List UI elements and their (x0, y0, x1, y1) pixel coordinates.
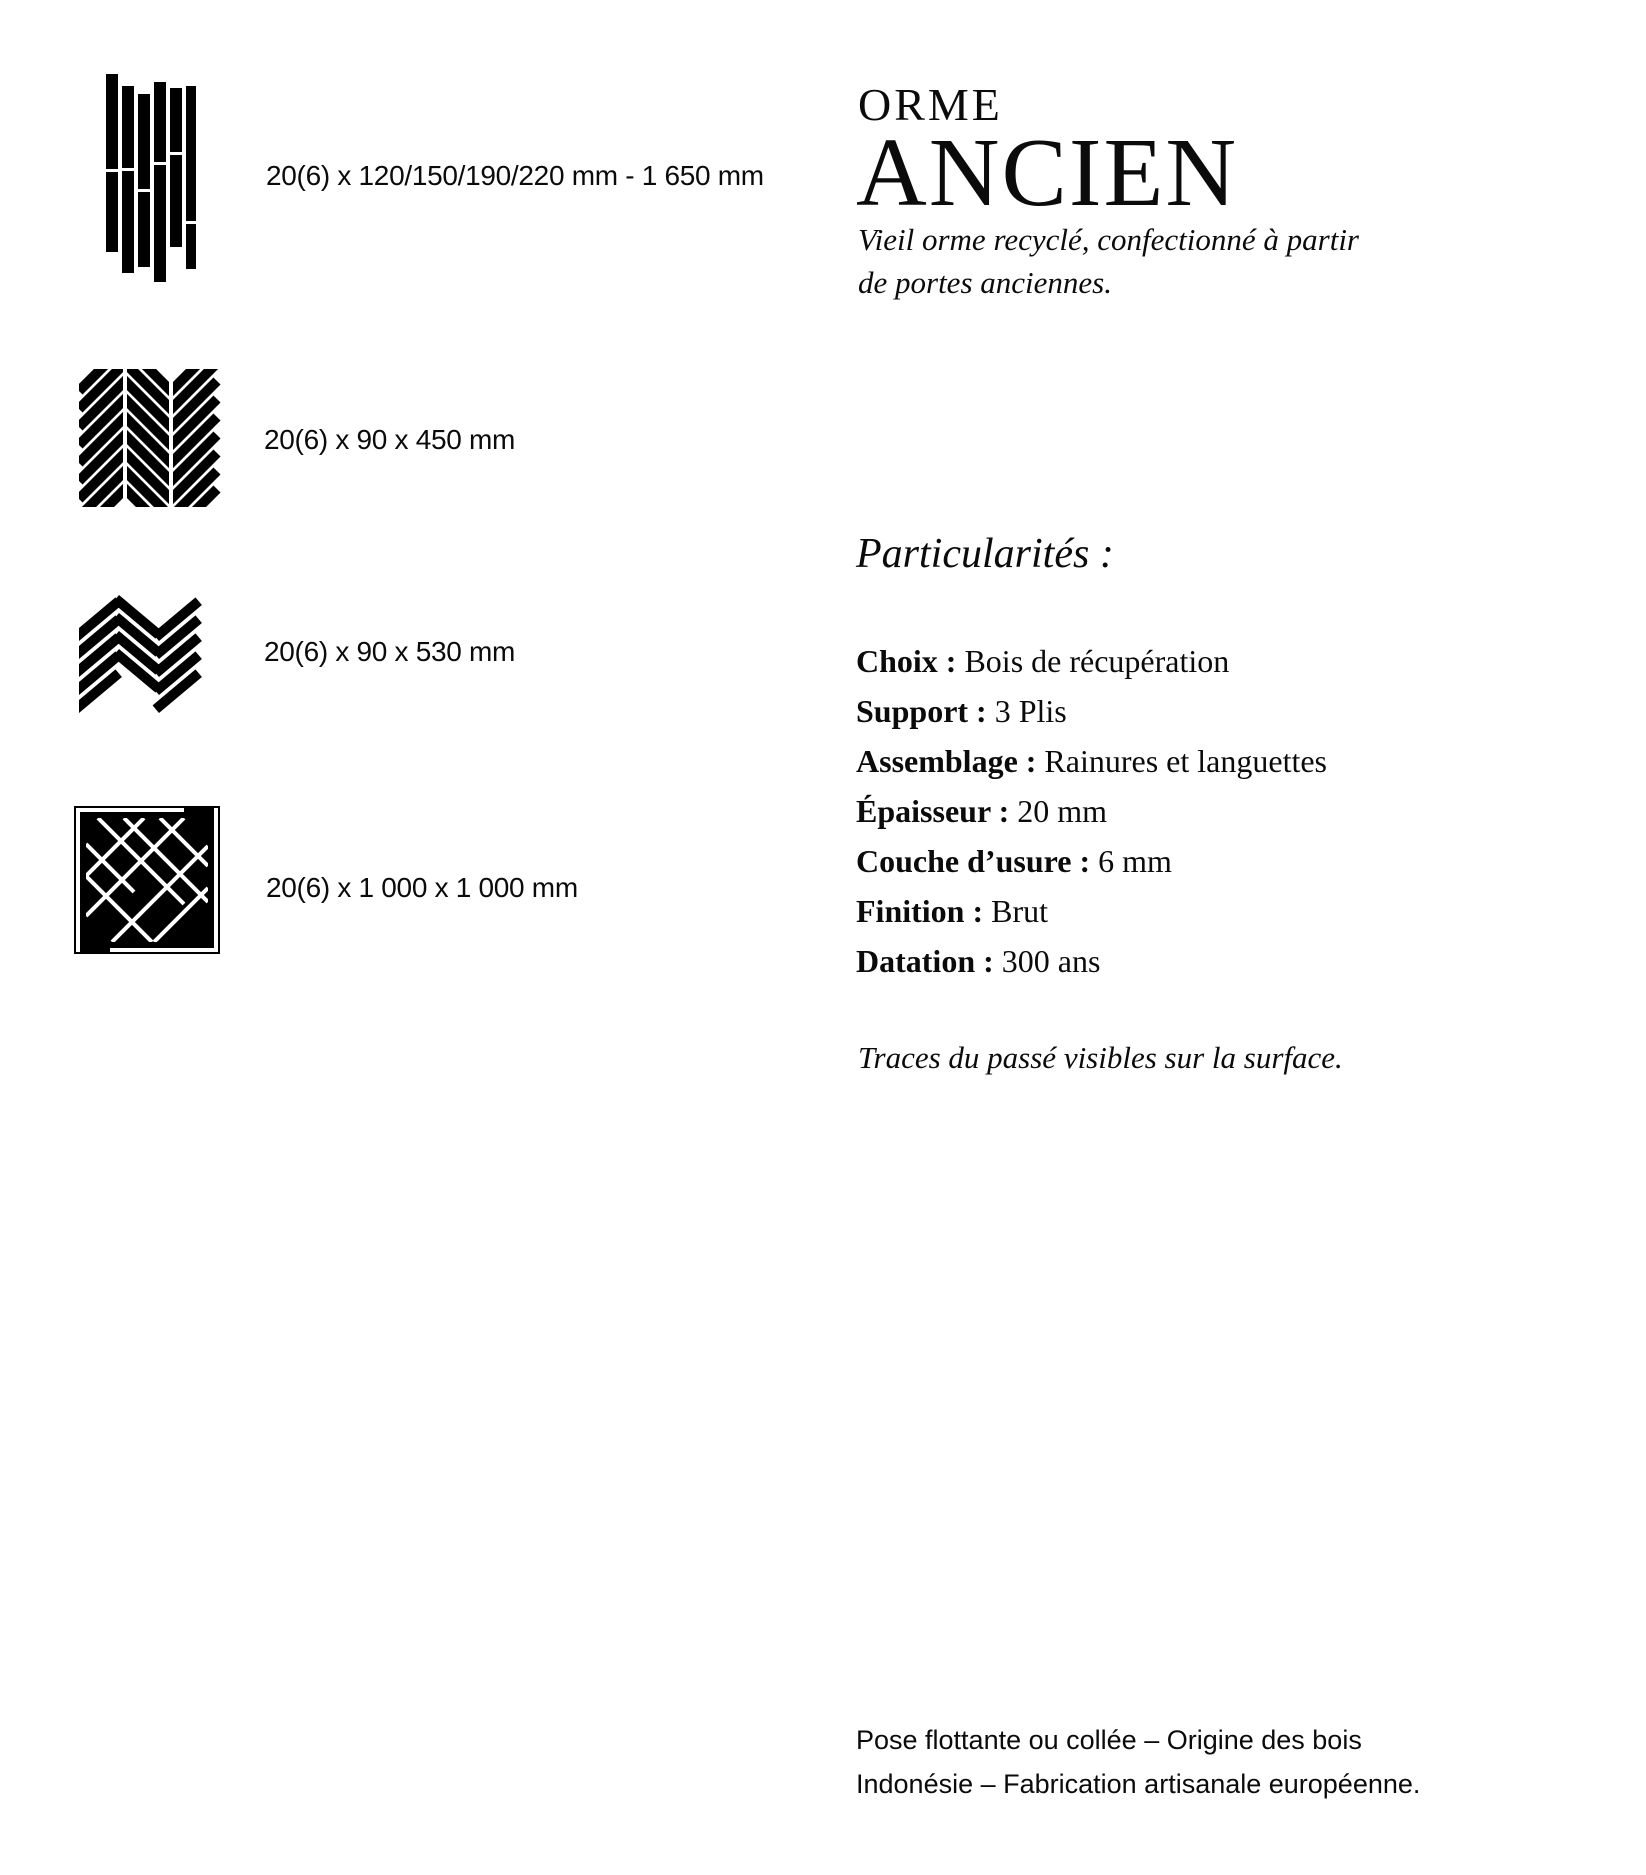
spec-couche-usure (856, 836, 1327, 886)
product-subtitle-line-2: de portes anciennes. (858, 265, 1112, 300)
versailles-panel-pattern-icon (74, 806, 220, 954)
chevron-format-dimensions: 20(6) x 90 x 450 mm (264, 424, 516, 455)
spec-label: Support : (856, 693, 987, 729)
point-de-hongrie-pattern-icon (79, 369, 221, 507)
surface-note: Traces du passé visibles sur la surface. (858, 1040, 1343, 1075)
spec-label: Choix : (856, 643, 957, 679)
features-heading: Particularités : (856, 531, 1114, 577)
herringbone-pattern-icon (79, 585, 221, 717)
spec-value: 300 ans (993, 943, 1101, 979)
spec-value: 20 mm (1009, 793, 1107, 829)
spec-value: 3 Plis (986, 693, 1067, 729)
footer-line-1: Pose flottante ou collée – Origine des bois (856, 1725, 1362, 1755)
spec-datation (856, 936, 1327, 986)
spec-value: 6 mm (1090, 843, 1172, 879)
planks-format-dimensions: 20(6) x 120/150/190/220 mm - 1 650 mm (266, 160, 764, 191)
product-subtitle (858, 218, 1418, 304)
product-title-line-1: ORME (858, 79, 1003, 130)
product-subtitle-line-1: Vieil orme recyclé, confectionné à partir (858, 222, 1359, 257)
spec-label: Finition : (856, 893, 984, 929)
footer-info (856, 1718, 1556, 1806)
spec-assemblage (856, 736, 1327, 786)
spec-support (856, 686, 1327, 736)
spec-choix (856, 636, 1327, 686)
panel-format-dimensions: 20(6) x 1 000 x 1 000 mm (266, 872, 578, 903)
spec-label: Couche d’usure : (856, 843, 1091, 879)
spec-value: Rainures et languettes (1036, 743, 1327, 779)
spec-value: Bois de récupération (956, 643, 1230, 679)
footer-line-2: Indonésie – Fabrication artisanale européenne. (856, 1769, 1421, 1799)
spec-label: Datation : (856, 943, 994, 979)
spec-label: Assemblage : (856, 743, 1037, 779)
herringbone-format-dimensions: 20(6) x 90 x 530 mm (264, 636, 516, 667)
spec-epaisseur (856, 786, 1327, 836)
stick-pattern-icon (104, 74, 196, 284)
product-title-line-2: ANCIEN (856, 119, 1239, 227)
spec-value: Brut (983, 893, 1049, 929)
spec-finition (856, 886, 1327, 936)
spec-label: Épaisseur : (856, 793, 1010, 829)
features-spec-list (856, 636, 1327, 986)
